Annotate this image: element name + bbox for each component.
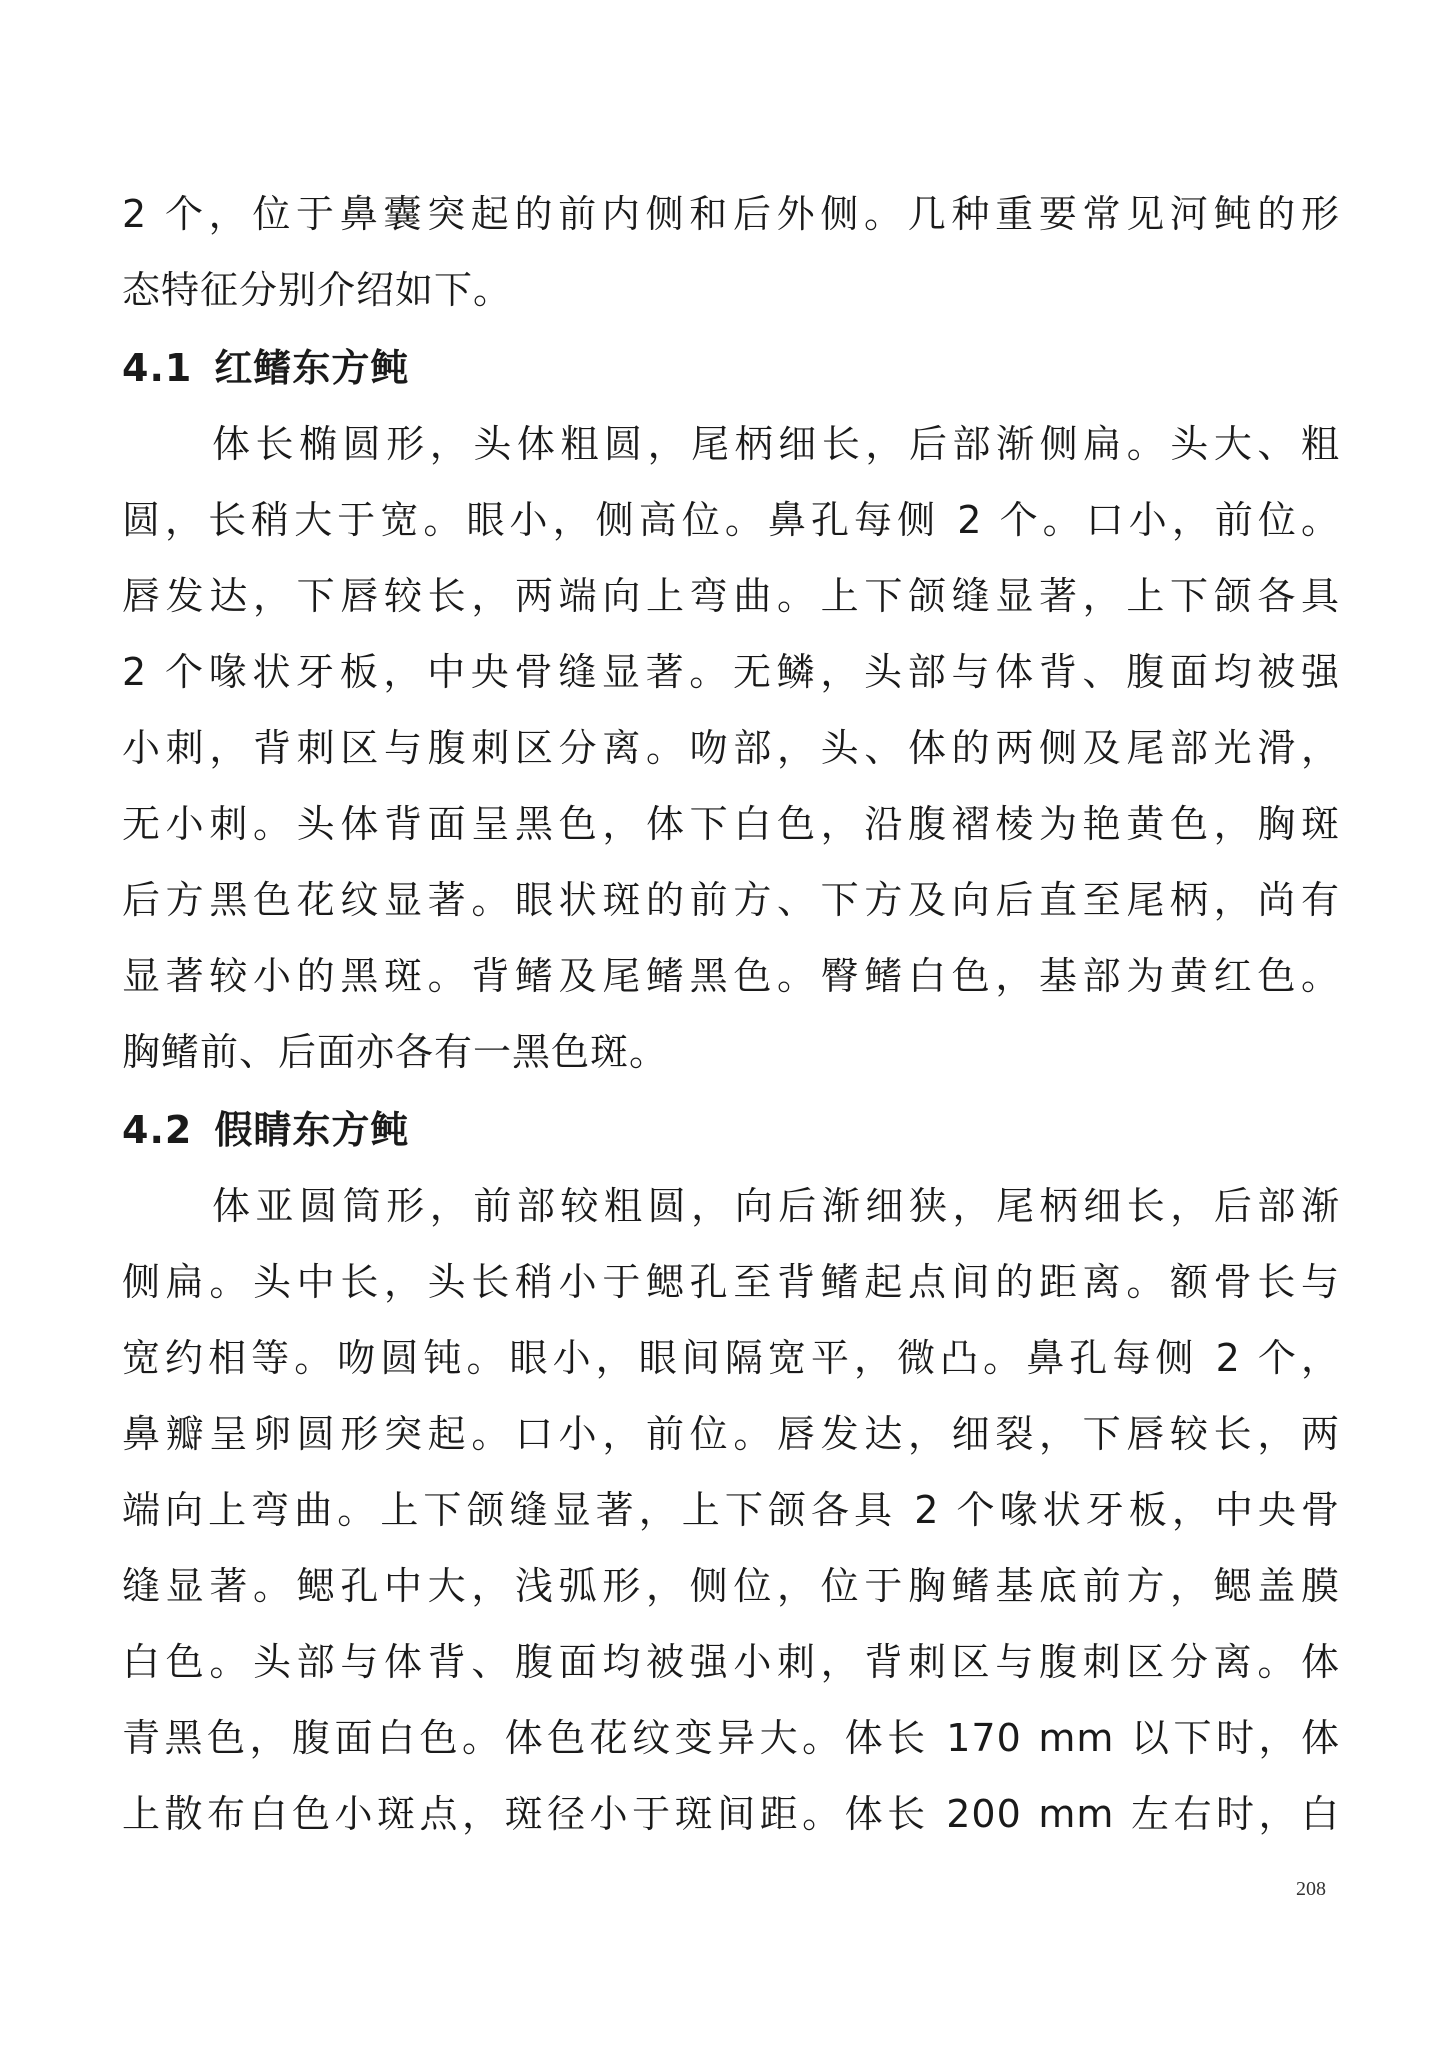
paragraph-line: 白色。头部与体背、腹面均被强小刺，背刺区与腹刺区分离。体: [122, 1640, 1340, 1684]
section-title: 红鳍东方鲀: [214, 346, 410, 390]
paragraph-line: 唇发达，下唇较长，两端向上弯曲。上下颌缝显著，上下颌各具: [122, 574, 1340, 618]
paragraph-line: 体长椭圆形，头体粗圆，尾柄细长，后部渐侧扁。头大、粗: [212, 422, 1340, 466]
paragraph-line: 上散布白色小斑点，斑径小于斑间距。体长 200 mm 左右时，白: [122, 1792, 1340, 1836]
paragraph-line: 圆，长稍大于宽。眼小，侧高位。鼻孔每侧 2 个。口小，前位。: [122, 498, 1340, 542]
paragraph-line: 体亚圆筒形，前部较粗圆，向后渐细狭，尾柄细长，后部渐: [212, 1184, 1340, 1228]
paragraph-line: 显著较小的黑斑。背鳍及尾鳍黑色。臀鳍白色，基部为黄红色。: [122, 954, 1340, 998]
intro-line: 2 个，位于鼻囊突起的前内侧和后外侧。几种重要常见河鲀的形: [122, 192, 1340, 236]
page-number: 208: [1296, 1878, 1326, 1900]
section-heading: [122, 330, 409, 406]
paragraph-line: 后方黑色花纹显著。眼状斑的前方、下方及向后直至尾柄，尚有: [122, 878, 1340, 922]
section-heading: [122, 1092, 409, 1168]
paragraph-line: 青黑色，腹面白色。体色花纹变异大。体长 170 mm 以下时，体: [122, 1716, 1340, 1760]
paragraph-line: 无小刺。头体背面呈黑色，体下白色，沿腹褶棱为艳黄色，胸斑: [122, 802, 1340, 846]
paragraph-line: 2 个喙状牙板，中央骨缝显著。无鳞，头部与体背、腹面均被强: [122, 650, 1340, 694]
paragraph-line: 宽约相等。吻圆钝。眼小，眼间隔宽平，微凸。鼻孔每侧 2 个，: [122, 1336, 1340, 1380]
paragraph-line: 胸鳍前、后面亦各有一黑色斑。: [122, 1030, 669, 1074]
intro-line: 态特征分别介绍如下。: [122, 268, 513, 312]
paragraph-line: 端向上弯曲。上下颌缝显著，上下颌各具 2 个喙状牙板，中央骨: [122, 1488, 1340, 1532]
paragraph-line: 侧扁。头中长，头长稍小于鳃孔至背鳍起点间的距离。额骨长与: [122, 1260, 1340, 1304]
section-number: 4.2: [122, 1108, 193, 1152]
paragraph-line: 缝显著。鳃孔中大，浅弧形，侧位，位于胸鳍基底前方，鳃盖膜: [122, 1564, 1340, 1608]
paragraph-line: 鼻瓣呈卵圆形突起。口小，前位。唇发达，细裂，下唇较长，两: [122, 1412, 1340, 1456]
section-number: 4.1: [122, 346, 193, 390]
paragraph-line: 小刺，背刺区与腹刺区分离。吻部，头、体的两侧及尾部光滑，: [122, 726, 1340, 770]
section-title: 假睛东方鲀: [214, 1108, 410, 1152]
